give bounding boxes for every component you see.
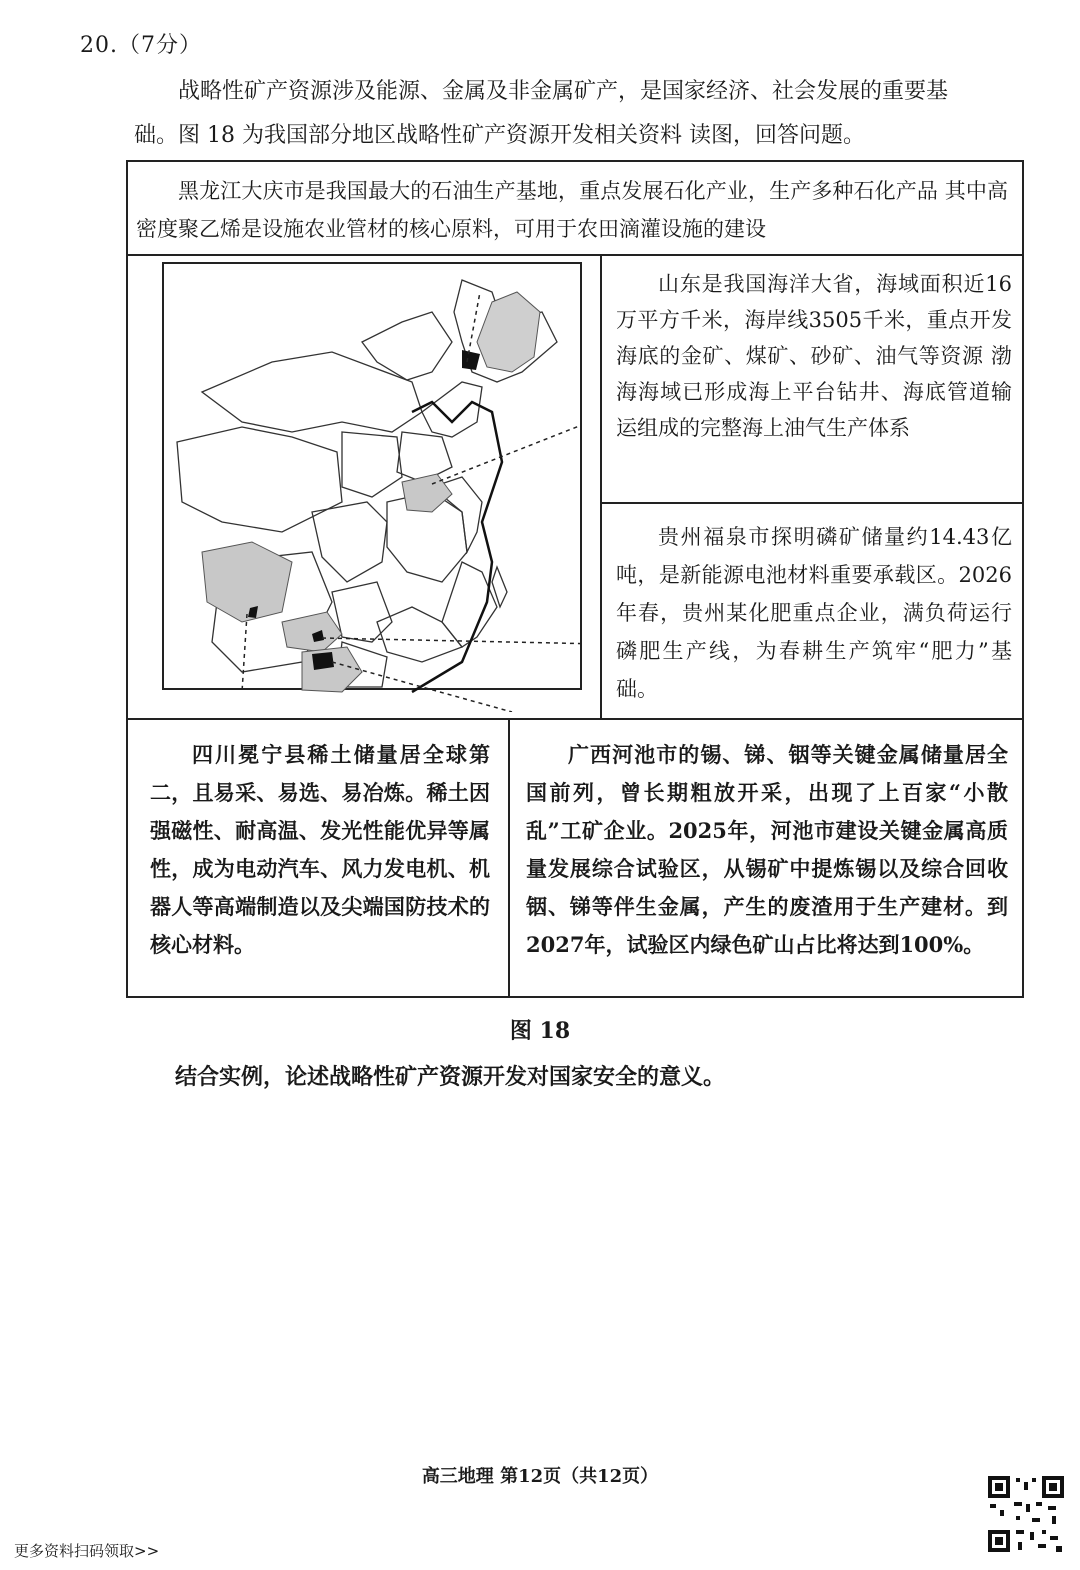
qr-code[interactable] <box>986 1474 1066 1554</box>
divider <box>602 502 1022 504</box>
figure-18 <box>126 160 1024 998</box>
heilongjiang-text: 黑龙江大庆市是我国最大的石油生产基地，重点发展石化产业，生产多种石化产品 其中高密度聚乙烯是设施农业管材的核心原料，可用于农田滴灌设施的建设 <box>136 179 1008 241</box>
question-prompt: 结合实例，论述战略性矿产资源开发对国家安全的意义。 <box>175 1064 726 1090</box>
sichuan-text: 四川冕宁县稀土储量居全球第二，且易采、易选、易冶炼。稀土因强磁性、耐高温、发光性能优异等属性，成为电动汽车、风力发电机、机器人等高端制造以及尖端国防技术的核心材料。 <box>150 742 490 957</box>
guangxi-text: 广西河池市的锡、锑、铟等关键金属储量居全国前列，曾长期粗放开采，出现了上百家“小散乱”工矿企业。2025年，河池市建设关键金属高质量发展综合试验区，从锡矿中提炼锡以及综合回收铟、锑等伴生金属，产生的废渣用于生产建材。到2027年，试验区内绿色矿山占比将达到100%。 <box>526 742 1008 957</box>
question-number-text: 20. <box>80 33 118 58</box>
hechi-mark <box>312 652 334 670</box>
shandong-text: 山东是我国海洋大省，海域面积近16万平方千米，海岸线3505千米，重点开发海底的金矿、煤矿、砂矿、油气等资源 渤海海域已形成海上平台钻井、海底管道输运组成的完整海上油气生产体系 <box>616 272 1012 440</box>
china-map-svg <box>162 262 582 712</box>
question-points: （7分） <box>118 33 202 58</box>
question-intro <box>134 70 1034 158</box>
intro-line-2: 础。图 18 为我国部分地区战略性矿产资源开发相关资料 读图，回答问题。 <box>134 123 865 148</box>
guizhou-text: 贵州福泉市探明磷矿储量约14.43亿吨，是新能源电池材料重要承载区。2026年春，贵州某化肥重点企业，满负荷运行磷肥生产线，为春耕生产筑牢“肥力”基础。 <box>616 525 1012 701</box>
page-footer: 高三地理 第12页（共12页） <box>421 1466 659 1487</box>
more-materials-link[interactable]: 更多资料扫码领取>> <box>14 1542 160 1560</box>
intro-line-1: 战略性矿产资源涉及能源、金属及非金属矿产，是国家经济、社会发展的重要基 <box>178 79 949 104</box>
divider <box>128 254 1022 256</box>
qr-code-icon <box>986 1474 1066 1554</box>
divider <box>128 718 1022 720</box>
china-map <box>162 262 582 712</box>
question-number <box>80 28 202 59</box>
figure-caption: 图 18 <box>509 1018 571 1044</box>
